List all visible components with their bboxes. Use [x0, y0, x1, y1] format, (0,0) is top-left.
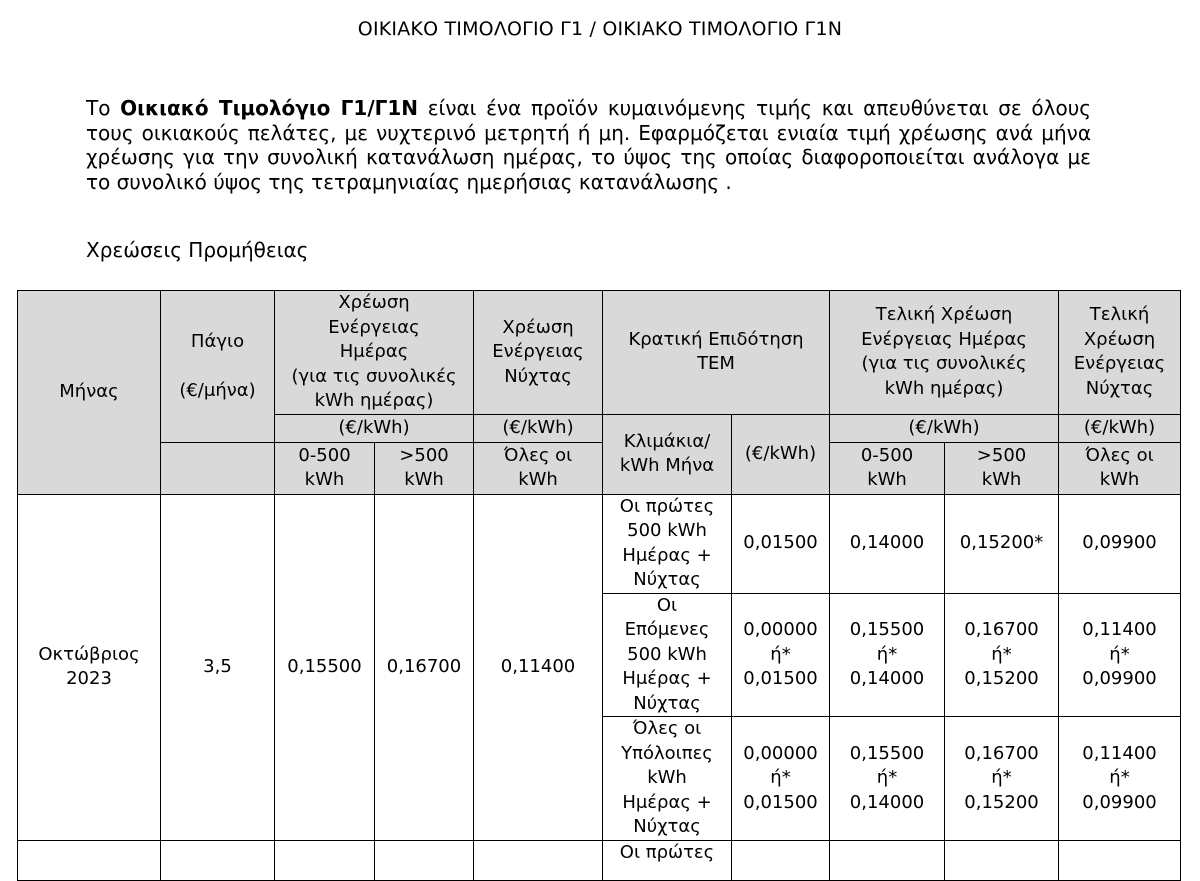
header-night-all: Όλες οι kWh	[474, 442, 603, 494]
cell-night: 0,11400	[474, 494, 603, 840]
cell-final-high: 0,16700 ή* 0,15200	[945, 593, 1059, 717]
header-final-night-energy: Τελική Χρέωση Ενέργειας Νύχτας	[1059, 291, 1181, 415]
header-night-unit: (€/kWh)	[474, 414, 603, 442]
intro-product-name: Οικιακό Τιμολόγιο Γ1/Γ1Ν	[120, 96, 419, 120]
header-night-energy: Χρέωση Ενέργειας Νύχτας	[474, 291, 603, 415]
cell-final-low-next	[830, 840, 945, 880]
table-row	[18, 840, 1181, 880]
header-final-day-energy: Τελική Χρέωση Ενέργειας Ημέρας (για τις συνολικές kWh ημέρας)	[830, 291, 1059, 415]
header-final-tier-low: 0-500 kWh	[830, 442, 945, 494]
cell-final-low: 0,14000	[830, 494, 945, 593]
cell-subsidy: 0,01500	[732, 494, 830, 593]
header-final-night-unit: (€/kWh)	[1059, 414, 1181, 442]
header-final-night-all: Όλες οι kWh	[1059, 442, 1181, 494]
intro-prefix: Το	[86, 96, 121, 120]
cell-subsidy: 0,00000 ή* 0,01500	[732, 717, 830, 841]
header-subsidy-unit: (€/kWh)	[732, 414, 830, 494]
section-heading: Χρεώσεις Προμήθειας	[86, 238, 309, 262]
cell-subsidy-next	[732, 840, 830, 880]
header-final-tier-high: >500 kWh	[945, 442, 1059, 494]
cell-fixed-next	[161, 840, 275, 880]
cell-subsidy: 0,00000 ή* 0,01500	[732, 593, 830, 717]
header-day-unit: (€/kWh)	[275, 414, 474, 442]
cell-final-high: 0,15200*	[945, 494, 1059, 593]
cell-night-next	[474, 840, 603, 880]
cell-final-night: 0,11400 ή* 0,09900	[1059, 717, 1181, 841]
header-month: Μήνας	[18, 291, 161, 495]
cell-month-next	[18, 840, 161, 880]
header-final-day-unit: (€/kWh)	[830, 414, 1059, 442]
cell-day-high-next	[375, 840, 474, 880]
header-fixed-charge: Πάγιο (€/μήνα)	[161, 291, 275, 443]
cell-final-high-next	[945, 840, 1059, 880]
cell-day-low: 0,15500	[275, 494, 375, 840]
cell-day-high: 0,16700	[375, 494, 474, 840]
cell-final-night-next	[1059, 840, 1181, 880]
header-tier-high: >500 kWh	[375, 442, 474, 494]
cell-tier-label: Οι Επόμενες 500 kWh Ημέρας + Νύχτας	[603, 593, 732, 717]
table-row	[18, 494, 1181, 593]
cell-tier-label: Όλες οι Υπόλοιπες kWh Ημέρας + Νύχτας	[603, 717, 732, 841]
cell-final-night: 0,11400 ή* 0,09900	[1059, 593, 1181, 717]
header-tier-low: 0-500 kWh	[275, 442, 375, 494]
cell-final-high: 0,16700 ή* 0,15200	[945, 717, 1059, 841]
cell-tier-label: Οι πρώτες 500 kWh Ημέρας + Νύχτας	[603, 494, 732, 593]
header-day-energy: Χρέωση Ενέργειας Ημέρας (για τις συνολικές kWh ημέρας)	[275, 291, 474, 415]
cell-fixed: 3,5	[161, 494, 275, 840]
cell-final-low: 0,15500 ή* 0,14000	[830, 717, 945, 841]
header-state-subsidy: Κρατική Επιδότηση ΤΕΜ	[603, 291, 830, 415]
header-fixed-blank	[161, 442, 275, 494]
intro-text: είναι ένα προϊόν κυμαινόμενης τιμής και απευθύνεται σε όλους τους οικιακούς πελάτες, με νυχτερινό μετρητή ή μη. Εφαρμόζεται ενιαία τιμή χρέωσης ανά μήνα χρέωσης για την συνολική κατανάλωση ημέρας, το ύψος της οποίας διαφοροποιείται ανάλογα με το συνολικό ύψος της τετραμηνιαίας ημερήσιας κατανάλωσης .	[86, 96, 1092, 194]
cell-final-night: 0,09900	[1059, 494, 1181, 593]
tariff-table	[17, 290, 1181, 881]
intro-paragraph	[86, 96, 1091, 194]
document-title: ΟΙΚΙΑΚΟ ΤΙΜΟΛΟΓΙΟ Γ1 / ΟΙΚΙΑΚΟ ΤΙΜΟΛΟΓΙΟ Γ1Ν	[357, 18, 843, 40]
header-subsidy-tiers: Κλιμάκια/ kWh Μήνα	[603, 414, 732, 494]
cell-tier-label-next: Οι πρώτες	[603, 840, 732, 880]
cell-month: Οκτώβριος 2023	[18, 494, 161, 840]
cell-final-low: 0,15500 ή* 0,14000	[830, 593, 945, 717]
cell-day-low-next	[275, 840, 375, 880]
